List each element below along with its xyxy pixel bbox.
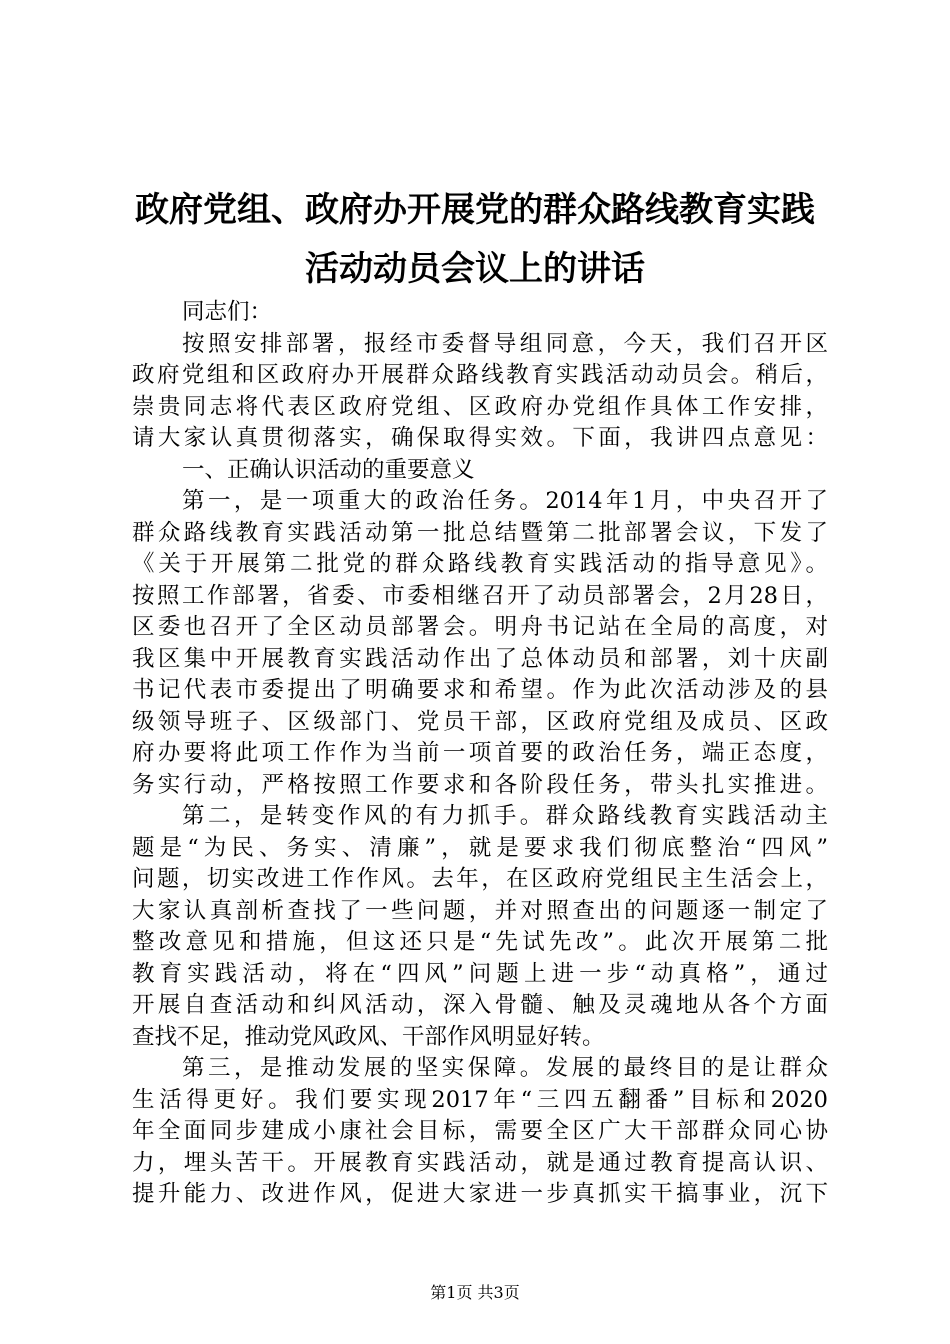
paragraph-line: 教育实践活动，将在“四风”问题上进一步“动真格”，通过	[132, 960, 828, 987]
paragraph-line: 按照工作部署，省委、市委相继召开了动员部署会，2月28日，	[132, 582, 828, 609]
paragraph-line: 群众路线教育实践活动第一批总结暨第二批部署会议，下发了	[132, 519, 828, 546]
paragraph-line: 《关于开展第二批党的群众路线教育实践活动的指导意见》。	[132, 551, 828, 577]
paragraph-line: 开展自查活动和纠风活动，深入骨髓、触及灵魂地从各个方面	[132, 992, 828, 1018]
paragraph-line: 生活得更好。我们要实现2017年“三四五翻番”目标和2020	[132, 1086, 828, 1113]
salutation-line: 同志们：	[182, 299, 273, 325]
paragraph-line: 第一，是一项重大的政治任务。2014年1月，中央召开了	[182, 488, 828, 514]
document-title-line-2: 活动动员会议上的讲话	[305, 249, 645, 289]
paragraph-line: 第三，是推动发展的坚实保障。发展的最终目的是让群众	[182, 1055, 828, 1081]
paragraph-line: 务实行动，严格按照工作要求和各阶段任务，带头扎实推进。	[132, 771, 828, 798]
paragraph-line: 我区集中开展教育实践活动作出了总体动员和部署，刘十庆副	[132, 645, 828, 672]
paragraph-line: 政府党组和区政府办开展群众路线教育实践活动动员会。稍后，	[132, 362, 828, 388]
paragraph-line: 按照安排部署，报经市委督导组同意，今天，我们召开区	[182, 330, 828, 357]
section-heading: 一、正确认识活动的重要意义	[182, 456, 475, 483]
paragraph-line: 题是“为民、务实、清廉”，就是要求我们彻底整治“四风”	[132, 834, 828, 861]
paragraph-line: 年全面同步建成小康社会目标，需要全区广大干部群众同心协	[132, 1118, 828, 1144]
paragraph-line: 崇贵同志将代表区政府党组、区政府办党组作具体工作安排，	[132, 393, 828, 420]
paragraph-line: 力，埋头苦干。开展教育实践活动，就是通过教育提高认识、	[132, 1149, 828, 1176]
paragraph-line: 整改意见和措施，但这还只是“先试先改”。此次开展第二批	[132, 929, 828, 955]
paragraph-line: 请大家认真贯彻落实，确保取得实效。下面，我讲四点意见：	[132, 425, 828, 451]
paragraph-line: 大家认真剖析查找了一些问题，并对照查出的问题逐一制定了	[132, 897, 828, 924]
paragraph-line: 提升能力、改进作风，促进大家进一步真抓实干搞事业，沉下	[132, 1181, 828, 1207]
paragraph-line: 查找不足，推动党风政风、干部作风明显好转。	[132, 1023, 605, 1050]
page-footer: 第1页 共3页	[430, 1283, 520, 1302]
paragraph-line: 区委也召开了全区动员部署会。明舟书记站在全局的高度，对	[132, 614, 828, 640]
paragraph-line: 级领导班子、区级部门、党员干部，区政府党组及成员、区政	[132, 708, 828, 735]
paragraph-line: 府办要将此项工作作为当前一项首要的政治任务，端正态度，	[132, 740, 828, 766]
paragraph-line: 书记代表市委提出了明确要求和希望。作为此次活动涉及的县	[132, 677, 828, 703]
paragraph-line: 问题，切实改进工作作风。去年，在区政府党组民主生活会上，	[132, 866, 828, 892]
document-body	[132, 297, 828, 1211]
paragraph-line: 第二，是转变作风的有力抓手。群众路线教育实践活动主	[182, 803, 828, 829]
document-title-line-1: 政府党组、政府办开展党的群众路线教育实践	[135, 190, 815, 230]
